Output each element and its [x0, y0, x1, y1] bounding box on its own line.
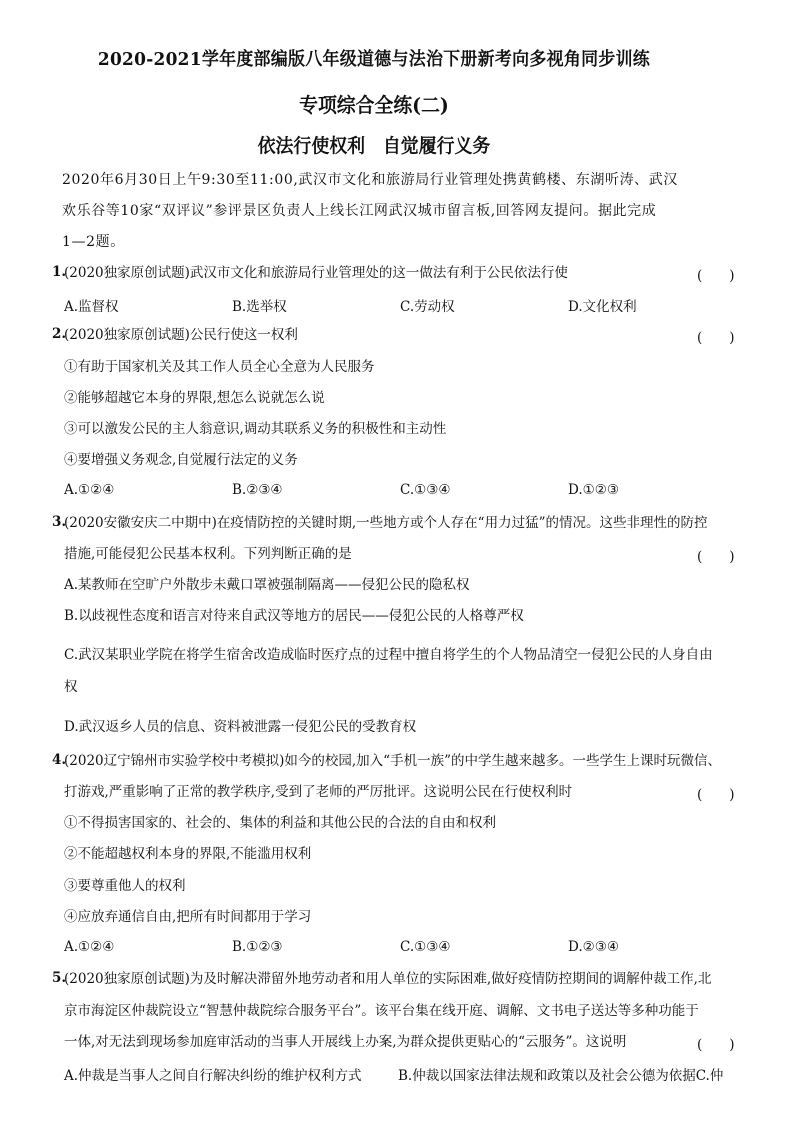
question-stem: 措施,可能侵犯公民基本权利。下列判断正确的是: [64, 546, 352, 562]
question-number: 1.: [52, 264, 67, 280]
intro-line: 1—2题。: [62, 234, 125, 250]
intro-line: 欢乐谷等10家“双评议”参评景区负责人上线长江网武汉城市留言板,回答网友提问。据此完成: [62, 203, 657, 219]
statement-item: ①不得损害国家的、社会的、集体的利益和其他公民的合法的自由和权利: [64, 815, 496, 831]
option-b: B.①②③: [232, 939, 283, 955]
statement-item: ③可以激发公民的主人翁意识,调动其联系义务的积极性和主动性: [64, 421, 447, 437]
option-b: B.仲裁以国家法律法规和政策以及社会公德为依据C.仲: [398, 1068, 724, 1084]
question-number: 5.: [52, 970, 67, 986]
answer-blank: ( ): [697, 268, 735, 284]
intro-line: 2020年6月30日上午9:30至11:00,武汉市文化和旅游局行业管理处携黄鹤楼、东湖听涛、武汉: [62, 172, 678, 188]
option-d: D.武汉返乡人员的信息、资料被泄露一侵犯公民的受教育权: [64, 719, 417, 735]
question-stem: 打游戏,严重影响了正常的教学秩序,受到了老师的严厉批评。这说明公民在行使权利时: [64, 784, 573, 800]
question-stem: (2020辽宁锦州市实验学校中考模拟)如今的校园,加入“手机一族”的中学生越来越多。一些学生上课时玩微信、: [64, 753, 721, 769]
question-stem: (2020安徽安庆二中期中)在疫情防控的关键时期,一些地方或个人存在“用力过猛”的情况。这些非理性的防控: [64, 515, 708, 531]
answer-blank: ( ): [697, 330, 735, 346]
question-number: 4.: [52, 752, 67, 768]
question-number: 2.: [52, 326, 67, 342]
statement-item: ④应放弃通信自由,把所有时间都用于学习: [64, 909, 312, 925]
option-c: C.武汉某职业学院在将学生宿舍改造成临时医疗点的过程中擅自将学生的个人物品清空一侵犯公民的人身自由: [64, 647, 713, 663]
answer-blank: ( ): [697, 787, 735, 803]
question-stem: (2020独家原创试题)公民行使这一权利: [64, 327, 298, 343]
statement-item: ②不能超越权利本身的界限,不能滥用权利: [64, 846, 312, 862]
question-stem: 一体,对无法到现场参加庭审活动的当事人开展线上办案,为群众提供更贴心的“云服务”。这说明: [64, 1034, 627, 1050]
question-stem: (2020独家原创试题)为及时解决滞留外地劳动者和用人单位的实际困难,做好疫情防控期间的调解仲裁工作,北: [64, 971, 712, 987]
statement-item: ②能够超越它本身的界限,想怎么说就怎么说: [64, 390, 325, 406]
statement-item: ③要尊重他人的权利: [64, 878, 186, 894]
option-a: A.某教师在空旷户外散步未戴口罩被强制隔离——侵犯公民的隐私权: [64, 577, 470, 593]
option-a: A.仲裁是当事人之间自行解决纠纷的维护权利方式: [64, 1068, 362, 1084]
option-a: A.①②④: [64, 482, 115, 498]
document-title: 2020-2021学年度部编版八年级道德与法治下册新考向多视角同步训练: [97, 49, 651, 70]
option-a: A.监督权: [64, 299, 119, 315]
option-c: C.劳动权: [400, 299, 455, 315]
option-d: D.文化权利: [568, 299, 637, 315]
option-d: D.②③④: [568, 939, 619, 955]
question-number: 3.: [52, 514, 67, 530]
question-stem: (2020独家原创试题)武汉市文化和旅游局行业管理处的这一做法有利于公民依法行使: [64, 265, 568, 281]
option-b: B.②③④: [232, 482, 283, 498]
option-a: A.①②④: [64, 939, 115, 955]
option-b: B.以歧视性态度和语言对待来自武汉等地方的居民——侵犯公民的人格尊严权: [64, 608, 524, 624]
option-b: B.选举权: [232, 299, 287, 315]
question-stem: 京市海淀区仲裁院设立“智慧仲裁院综合服务平台”。该平台集在线开庭、调解、文书电子送达等多种功能于: [64, 1003, 699, 1019]
option-c-continued: 权: [64, 679, 78, 695]
section-title: 专项综合全练(二): [299, 93, 449, 117]
answer-blank: ( ): [697, 1037, 735, 1053]
answer-blank: ( ): [697, 549, 735, 565]
statement-item: ④要增强义务观念,自觉履行法定的义务: [64, 452, 298, 468]
topic-title: 依法行使权利 自觉履行义务: [257, 135, 491, 157]
statement-item: ①有助于国家机关及其工作人员全心全意为人民服务: [64, 359, 375, 375]
option-c: C.①③④: [400, 482, 451, 498]
option-c: C.①③④: [400, 939, 451, 955]
option-d: D.①②③: [568, 482, 619, 498]
